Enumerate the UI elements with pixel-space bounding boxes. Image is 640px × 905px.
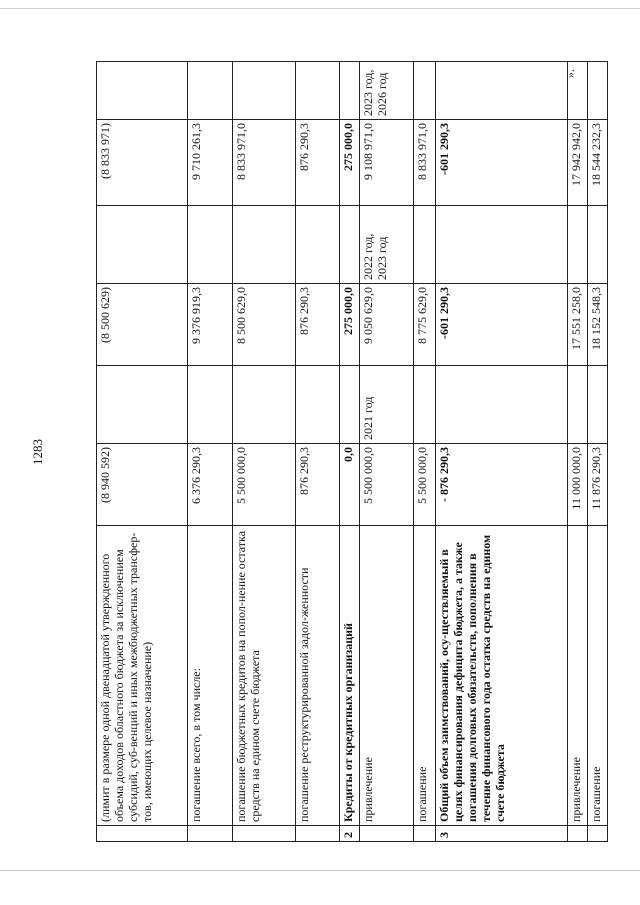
term-2021-cell bbox=[587, 366, 607, 444]
value-2021-cell: 5 500 000,0 bbox=[233, 444, 295, 526]
term-2023-cell bbox=[436, 62, 568, 120]
value-2022-cell: 18 152 548,3 bbox=[587, 284, 607, 366]
row-number-cell bbox=[295, 826, 340, 842]
table-row bbox=[233, 62, 295, 842]
value-2023-cell: 18 544 232,3 bbox=[587, 120, 607, 206]
term-2023-cell bbox=[97, 62, 188, 120]
value-2023-cell: 17 942 942,0 bbox=[567, 120, 587, 206]
value-2021-cell: 876 290,3 bbox=[295, 444, 340, 526]
table-row bbox=[436, 62, 568, 842]
term-2023-cell bbox=[188, 62, 233, 120]
row-number-cell bbox=[413, 826, 435, 842]
value-2022-cell: (8 500 629) bbox=[97, 284, 188, 366]
term-2022-cell: 2022 год, 2023 год bbox=[360, 206, 414, 284]
borrowing-program-table bbox=[96, 61, 608, 842]
term-2021-cell: 2021 год bbox=[360, 366, 414, 444]
row-number-cell bbox=[587, 826, 607, 842]
term-2023-cell bbox=[587, 62, 607, 120]
term-2022-cell bbox=[295, 206, 340, 284]
term-2022-cell bbox=[188, 206, 233, 284]
table-row bbox=[295, 62, 340, 842]
value-2023-cell: 8 833 971,0 bbox=[233, 120, 295, 206]
value-2022-cell: 275 000,0 bbox=[340, 284, 360, 366]
term-2021-cell bbox=[567, 366, 587, 444]
term-2022-cell bbox=[97, 206, 188, 284]
term-2022-cell bbox=[413, 206, 435, 284]
value-2022-cell: 9 050 629,0 bbox=[360, 284, 414, 366]
value-2023-cell: 876 290,3 bbox=[295, 120, 340, 206]
value-2023-cell: (8 833 971) bbox=[97, 120, 188, 206]
value-2022-cell: 8 775 629,0 bbox=[413, 284, 435, 366]
borrowing-program-table-rotated bbox=[96, 62, 608, 842]
row-number-cell bbox=[188, 826, 233, 842]
value-2021-cell: 0,0 bbox=[340, 444, 360, 526]
term-2023-cell bbox=[233, 62, 295, 120]
value-2023-cell: 8 833 971,0 bbox=[413, 120, 435, 206]
term-2023-cell bbox=[413, 62, 435, 120]
value-2023-cell: 9 710 261,3 bbox=[188, 120, 233, 206]
table-row bbox=[340, 62, 360, 842]
row-label-cell: Общий объем заимствований, осу-ществляемый в целях финансирования дефицита бюджета, а также погашения долговых обязательств, пополнения в течение финансового года остатка средств на едином счете бюджета bbox=[436, 526, 568, 826]
value-2021-cell: 6 376 290,3 bbox=[188, 444, 233, 526]
row-number-cell: 2 bbox=[340, 826, 360, 842]
value-2023-cell: 9 108 971,0 bbox=[360, 120, 414, 206]
value-2021-cell: 5 500 000,0 bbox=[360, 444, 414, 526]
row-number-cell bbox=[97, 826, 188, 842]
table-row bbox=[567, 62, 587, 842]
row-label-cell: Кредиты от кредитных организаций bbox=[340, 526, 360, 826]
term-2022-cell bbox=[233, 206, 295, 284]
value-2022-cell: 17 551 258,0 bbox=[567, 284, 587, 366]
term-2021-cell bbox=[295, 366, 340, 444]
row-label-cell: привлечение bbox=[567, 526, 587, 826]
value-2021-cell: 11 000 000,0 bbox=[567, 444, 587, 526]
value-2021-cell: (8 940 592) bbox=[97, 444, 188, 526]
row-label-cell: погашение реструктурированной задол-женности bbox=[295, 526, 340, 826]
row-label-cell: погашение bbox=[413, 526, 435, 826]
row-label-cell: погашение bbox=[587, 526, 607, 826]
term-2022-cell bbox=[436, 206, 568, 284]
table-row bbox=[188, 62, 233, 842]
term-2023-cell bbox=[295, 62, 340, 120]
table-row bbox=[587, 62, 607, 842]
term-2023-cell bbox=[567, 62, 587, 120]
page-number: 1283 bbox=[30, 439, 45, 465]
value-2022-cell: 9 376 919,3 bbox=[188, 284, 233, 366]
term-2022-cell bbox=[587, 206, 607, 284]
term-2021-cell bbox=[340, 366, 360, 444]
term-2021-cell bbox=[436, 366, 568, 444]
value-2022-cell: 8 500 629,0 bbox=[233, 284, 295, 366]
term-2021-cell bbox=[188, 366, 233, 444]
row-number-cell: 3 bbox=[436, 826, 568, 842]
term-2021-cell bbox=[233, 366, 295, 444]
value-2021-cell: 11 876 290,3 bbox=[587, 444, 607, 526]
value-2022-cell: 876 290,3 bbox=[295, 284, 340, 366]
row-number-cell bbox=[360, 826, 414, 842]
row-label-cell: погашение всего, в том числе: bbox=[188, 526, 233, 826]
term-2023-cell: 2023 год, 2026 год bbox=[360, 62, 414, 120]
table-body bbox=[97, 62, 608, 842]
row-label-cell: погашение бюджетных кредитов на попол-нение остатка средств на едином счете бюджета bbox=[233, 526, 295, 826]
value-2022-cell: -601 290,3 bbox=[436, 284, 568, 366]
closing-quote-mark: ». bbox=[563, 69, 577, 78]
value-2021-cell: 5 500 000,0 bbox=[413, 444, 435, 526]
table-row bbox=[360, 62, 414, 842]
row-number-cell bbox=[567, 826, 587, 842]
table-row bbox=[97, 62, 188, 842]
value-2023-cell: -601 290,3 bbox=[436, 120, 568, 206]
term-2022-cell bbox=[567, 206, 587, 284]
term-2021-cell bbox=[97, 366, 188, 444]
term-2022-cell bbox=[340, 206, 360, 284]
row-label-cell: привлечение bbox=[360, 526, 414, 826]
term-2021-cell bbox=[413, 366, 435, 444]
term-2023-cell bbox=[340, 62, 360, 120]
bottom-divider-line bbox=[0, 870, 640, 871]
top-divider-line bbox=[0, 8, 640, 9]
row-number-cell bbox=[233, 826, 295, 842]
row-label-cell: (лимит в размере одной двенадцатой утвержденного объема доходов областного бюджета за исключением субсидий, суб-венций и иных межбюджетных трансфер-тов, имеющих целевое назначение) bbox=[97, 526, 188, 826]
value-2021-cell: - 876 290,3 bbox=[436, 444, 568, 526]
table-row bbox=[413, 62, 435, 842]
value-2023-cell: 275 000,0 bbox=[340, 120, 360, 206]
